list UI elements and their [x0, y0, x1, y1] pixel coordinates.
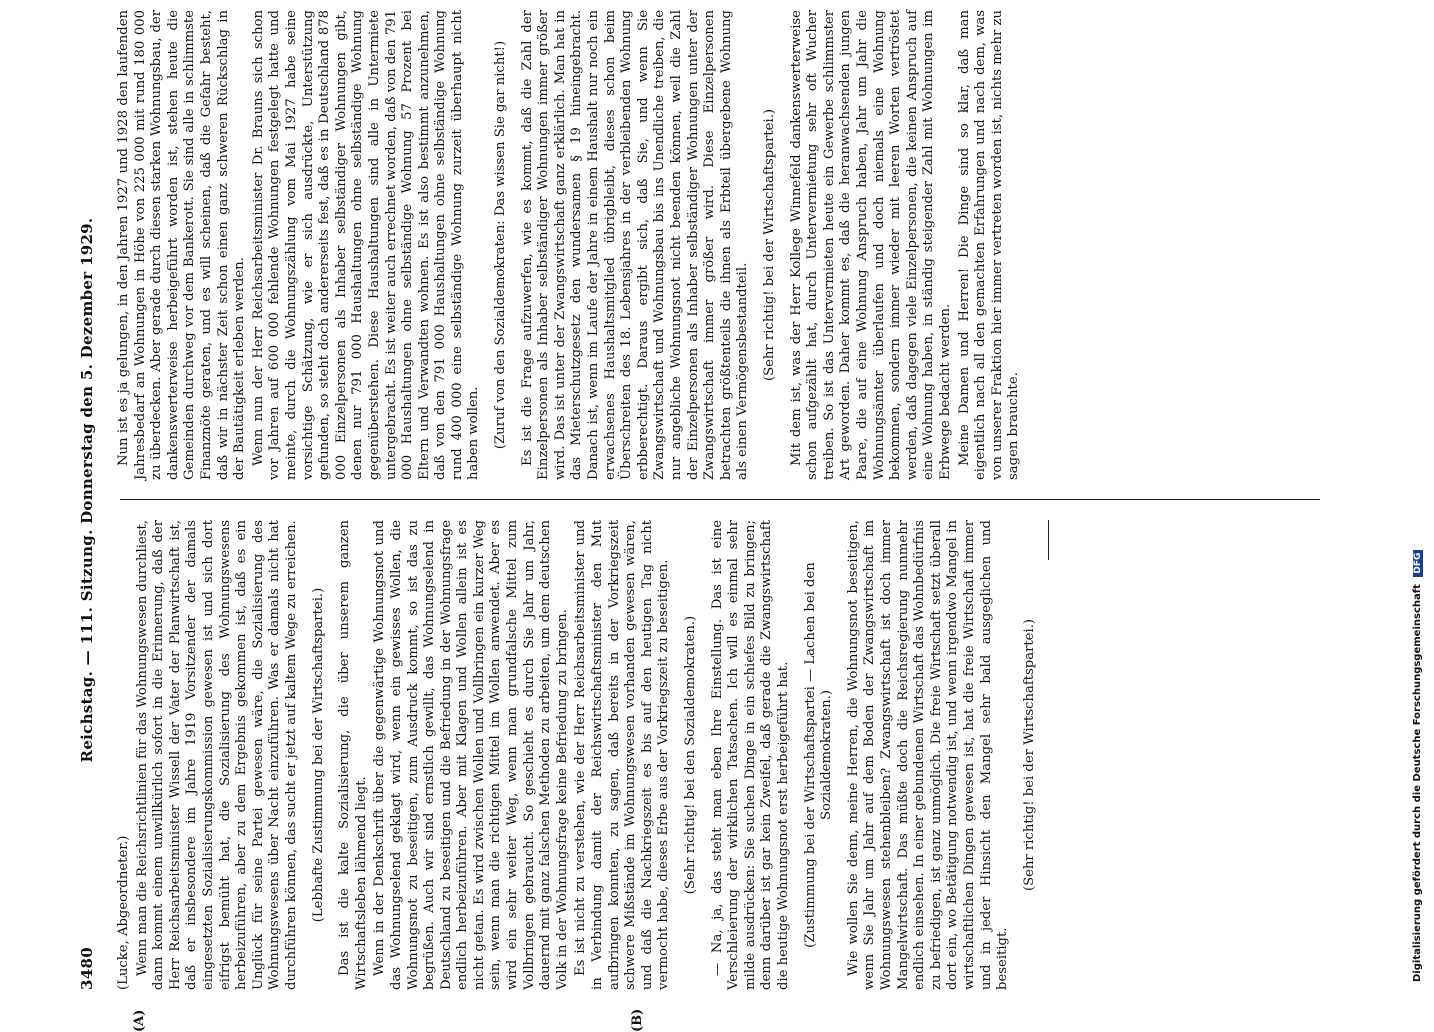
paragraph: Meine Damen und Herren! Die Dinge sind so klar, daß man eigentlich nach all den gemachten Erfahrungen und nach dem, was von unserer Fraktion hier immer vertreten worden ist, nichts mehr zu sagen brauchte. [956, 10, 1022, 480]
dfg-logo: DFG [1413, 550, 1423, 577]
margin-mark-a: (A) [132, 1009, 147, 1032]
paragraph: — Na, ja, das steht man eben Ihre Einstellung. Das ist eine Verschleierung der wirklichen Tatsachen. Ich will es einmal sehr milde ausdrücken: Sie suchen Dinge in ein schiefes Bild zu bringen; denn darüber ist gar kein Zweifel, daß gerade die Zwangswirtschaft die heutige Wohnungsnot erst herbeigeführt hat. [709, 520, 791, 990]
paragraph: Wenn nun der Herr Reichsarbeitsminister Dr. Brauns sich schon vor Jahren auf 600 000 fehlende Wohnungen festgelegt hatte und meinte, durch die Wohnungszählung vom Mai 1927 habe seine vorsichtige Schätzung, wie er sich ausdrückte, Unterstützung gefunden, so steht doch andererseits fest, daß es in Deutschland 878 000 Einzelpersonen als Inhaber selbständiger Wohnungen gibt, denen nur 791 000 Haushaltungen ohne selbständige Wohnung gegenüberstehen. Diese Haushaltungen sind alle in Untermiete untergebracht. Es ist weiter auch errechnet worden, daß von den 791 000 Haushaltungen ohne selbständige Wohnung 57 Prozent bei Eltern und Verwandten wohnen. Es ist also bestimmt anzunehmen, daß von den 791 000 Haushaltungen ohne selbständige Wohnung rund 400 000 eine selbständige Wohnung zurzeit überhaupt nicht haben wollen. [250, 10, 482, 480]
interjection: (Sehr richtig! bei den Sozialdemokraten.) [683, 615, 698, 895]
interjection: (Sehr richtig! bei der Wirtschaftspartei.) [761, 108, 777, 382]
paragraph: Mit dem ist, was der Herr Kollege Winnefeld dankenswerterweise schon aufgezählt hat, durch Untervermietung sehr oft Wucher treiben. So ist das Untervermieten heute ein Gewerbe schlimmster Art geworden. Daher kommt es, daß die heranwachsenden jungen Paare, die auf eine Wohnung Anspruch haben, Jahr um Jahr die Wohnungsämter überlaufen und doch niemals eine Wohnung bekommen, sondern immer wieder mit leeren Worten vertröstet werden, daß dagegen viele Einzelpersonen, die keinen Anspruch auf eine Wohnung haben, in ständig steigender Zahl mit Wohnungen im Erbwege bedacht werden. [788, 10, 953, 480]
paragraph: Wenn man die Reichsrichtlinien für das Wohnungswesen durchliest, dann kommt einem unwillkürlich sofort in die Erinnerung, daß der Herr Reichsarbeitsminister Wissell der Vater der Planwirtschaft ist, daß er insbesondere im Jahre 1919 Vorsitzender der damals eingesetzten Sozialisierungskommission gewesen ist und sich dort eifrigst bemüht hat, die Sozialisierung des Wohnungswesens herbeizuführen, aber zu dem Ergebnis gekommen ist, daß es ein Unglück für seine Partei gewesen wäre, die Sozialisierung des Wohnungswesens über Nacht einzuführen. Was er damals nicht hat durchführen können, das sucht er jetzt auf kaltem Wege zu erreichen. [134, 520, 299, 990]
page-title: Reichstag. — 111. Sitzung. Donnerstag den 5. Dezember 1929. [78, 217, 96, 763]
speaker-line: (Lucke, Abgeordneter.) [116, 835, 131, 990]
page-number: 3480 [78, 947, 96, 990]
interjection: (Zustimmung bei der Wirtschaftspartei — Lachen bei den Sozialdemokraten.) [802, 562, 835, 948]
sidebar-credit-text: Digitalisierung gefördert durch die Deutsche Forschungsgemeinschaft [1412, 584, 1423, 982]
section-dash [1048, 520, 1049, 560]
interjection: (Lebhafte Zustimmung bei der Wirtschaftspartei.) [310, 587, 326, 923]
interjection: (Sehr richtig! bei der Wirtschaftspartei.) [1021, 618, 1037, 892]
paragraph: Wie wollen Sie denn, meine Herren, die Wohnungsnot beseitigen, wenn Sie Jahr um Jahr auf dem Boden der Zwangswirtschaft im Wohnungswesen stehenbleiben? Zwangswirtschaft ist doch immer Mangelwirtschaft. Das müßte doch die Reichsregierung nunmehr endlich einsehen. In einer gebundenen Wirtschaft das Wohnbedürfnis zu befriedigen, ist ganz unmöglich. Die freie Wirtschaft setzt überall dort ein, wo Betätigung notwendig ist, und wenn irgendwo Mangel in wirtschaftlichen Dingen gewesen ist, hat die freie Wirtschaft immer und in jeder Hinsicht den Mangel sehr bald ausgeglichen und beseitigt. [845, 520, 1011, 990]
interjection: (Zuruf von den Sozialdemokraten: Das wissen Sie gar nicht!) [493, 40, 509, 450]
page-header [78, 0, 106, 990]
sidebar-text-wrap [1412, 2, 1430, 990]
paragraph: Es ist die Frage aufzuwerfen, wie es kommt, daß die Zahl der Einzelpersonen als Inhaber selbständiger Wohnungen immer größer wird. Das ist unter der Zwangswirtschaft ganz erklärlich. Man hat in das Mieterschutzgesetz den wundersamen § 19 hineingebracht. Danach ist, wenn im Laufe der Jahre in einem Haushalt nur noch ein erwachsenes Haushaltsmitglied übrigbleibt, dieses schon beim Überschreiten des 18. Lebensjahres in der verbleibenden Wohnung erbberechtigt. Daraus ergibt sich, daß Sie, und wenn Sie Zwangswirtschaft und Wohnungsbau bis ins Unendliche treiben, die nur angebliche Wohnungsnot nicht beenden können, weil die Zahl der Einzelpersonen als Inhaber selbständiger Wohnungen unter der Zwangswirtschaft immer größer wird. Diese Einzelpersonen betrachten größtenteils die ihnen als Erbteil übergebene Wohnung als einen Vermögensbestandteil. [519, 10, 751, 480]
left-column [116, 520, 1049, 990]
paragraph: Das ist die kalte Sozialisierung, die über unserem ganzen Wirtschaftsleben lähmend liegt. [337, 520, 369, 990]
paragraph: Wenn in der Denkschrift über die gegenwärtige Wohnungsnot und das Wohnungselend geklagt wird, wenn ein gewisses Wollen, die Wohnungsnot zu beseitigen, zum Ausdruck kommt, so ist das zu begrüßen. Auch wir sind ernstlich gewillt, das Wohnungselend in Deutschland zu beseitigen und die Befriedung in der Wohnungsfrage endlich herbeizuführen. Aber mit Klagen und Wollen allein ist es nicht getan. Es wird zwischen Wollen und Vollbringen ein kurzer Weg sein, wenn man die richtigen Mittel im Wollen anwendet. Aber es wird ein sehr weiter Weg, wenn man grundfalsche Mittel zum Vollbringen gebraucht. So geschieht es durch Sie Jahr um Jahr, dauernd mit ganz falschen Methoden zu arbeiten, um dem deutschen Volk in der Wohnungsfrage keine Befriedung zu bringen. [372, 520, 570, 990]
rotated-page [70, 0, 1330, 1032]
paragraph: Nun ist es ja gelungen, in den Jahren 1927 und 1928 den laufenden Jahresbedarf an Wohnungen in Höhe von 225 000 mit rund 180 000 zu überdecken. Aber gerade durch diesen starken Wohnungsbau, der dankenswerterweise herbeigeführt worden ist, stehen heute die Gemeinden durchweg vor dem Bankerott. Sie sind alle in schlimmste Finanznöte geraten, und es will scheinen, daß die Gefahr besteht, daß wir in nächster Zeit schon einen ganz schweren Rückschlag in der Bautätigkeit erleben werden. [116, 10, 248, 480]
column-separator [120, 499, 1320, 500]
digitization-sidebar [1412, 10, 1430, 990]
margin-mark-b: (B) [630, 1008, 645, 1032]
paragraph: Es ist nicht zu verstehen, wie der Herr Reichsarbeitsminister und in Verbindung damit der Reichswirtschaftsminister den Mut aufbringen konnten, zu sagen, daß bereits in der Vorkriegszeit schwere Mißstände im Wohnungswesen vorhanden gewesen wären, und daß die Nachkriegszeit es bis auf den heutigen Tag nicht vermocht habe, dieses Erbe aus der Vorkriegszeit zu beseitigen. [573, 520, 672, 990]
right-column [116, 10, 1025, 480]
